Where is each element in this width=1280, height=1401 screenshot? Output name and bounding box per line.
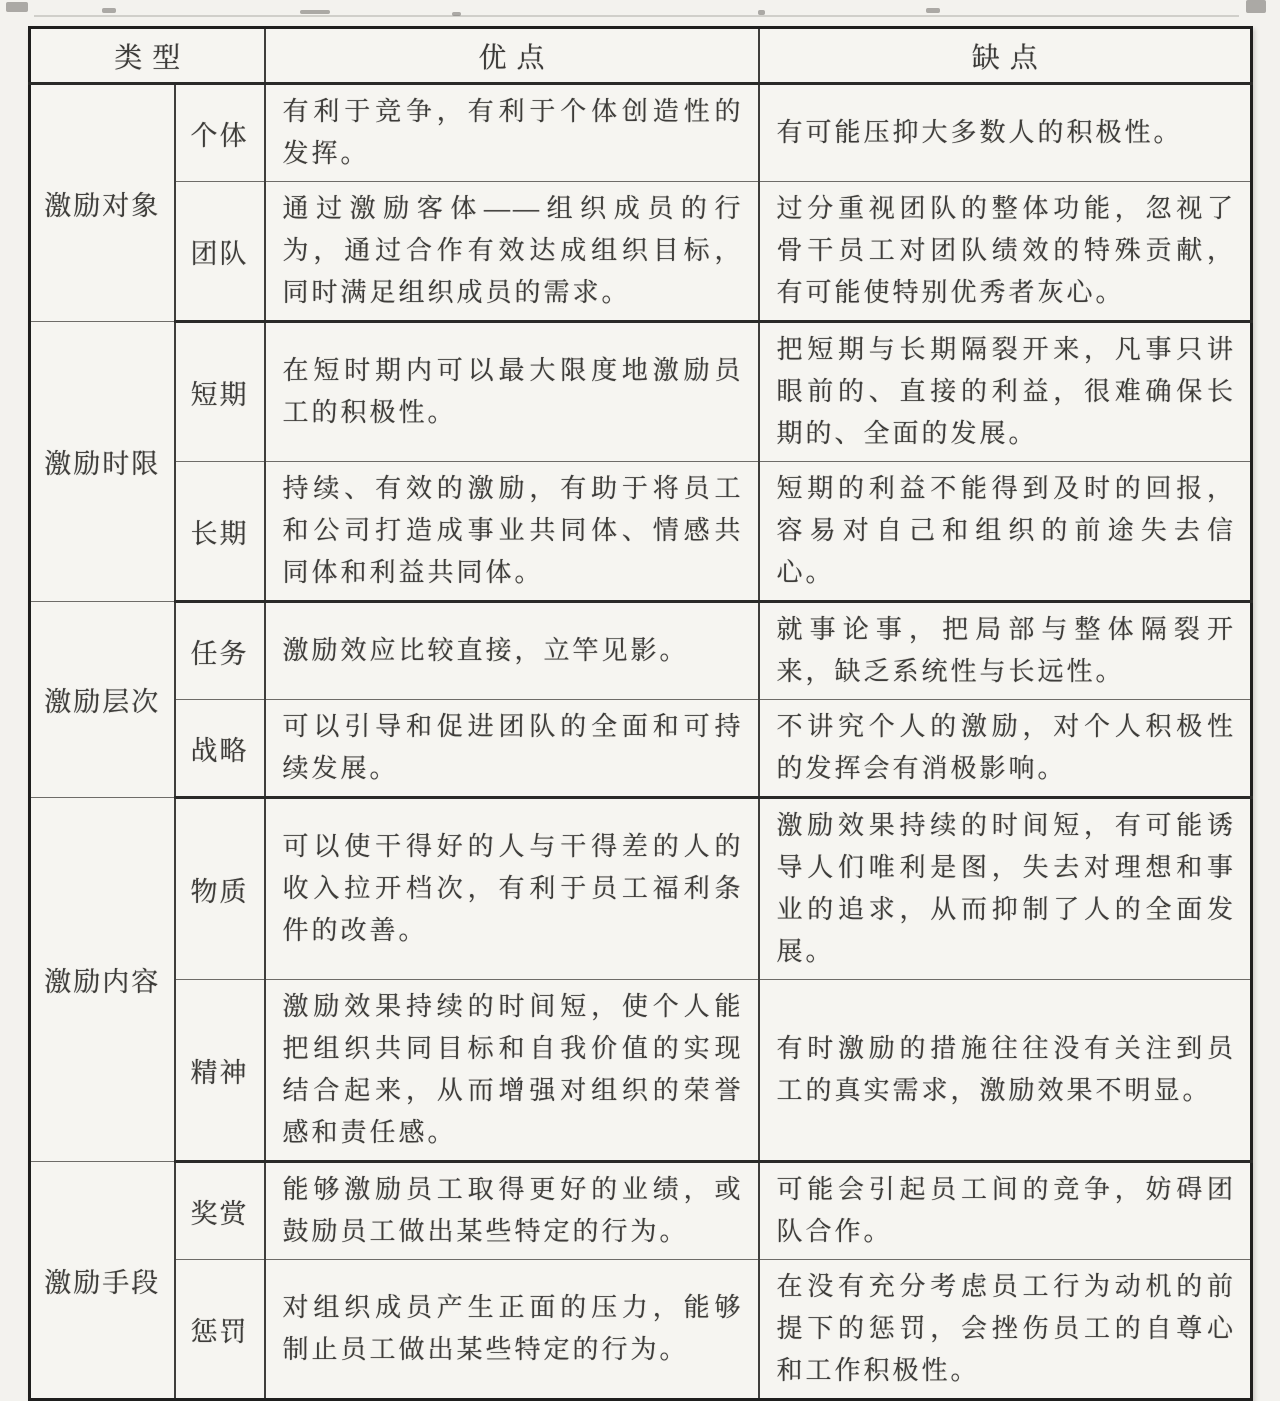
scan-streak bbox=[34, 15, 1239, 17]
pros-cell: 在短时期内可以最大限度地激励员工的积极性。 bbox=[265, 322, 759, 462]
cons-cell: 过分重视团队的整体功能，忽视了骨干员工对团队绩效的特殊贡献，有可能使特别优秀者灰心。 bbox=[759, 182, 1252, 322]
column-header-type: 类型 bbox=[30, 28, 265, 84]
column-header-cons: 缺点 bbox=[759, 28, 1252, 84]
table-row bbox=[30, 602, 1252, 700]
scan-artifact bbox=[758, 10, 765, 15]
table-row bbox=[30, 798, 1252, 980]
cons-cell: 有可能压抑大多数人的积极性。 bbox=[759, 84, 1252, 182]
group-label-target: 激励对象 bbox=[30, 84, 175, 322]
table-row bbox=[30, 322, 1252, 462]
cons-cell: 在没有充分考虑员工行为动机的前提下的惩罚，会挫伤员工的自尊心和工作积极性。 bbox=[759, 1260, 1252, 1400]
cons-cell: 把短期与长期隔裂开来，凡事只讲眼前的、直接的利益，很难确保长期的、全面的发展。 bbox=[759, 322, 1252, 462]
subtype-label: 物质 bbox=[175, 798, 265, 980]
subtype-label: 短期 bbox=[175, 322, 265, 462]
table-row bbox=[30, 1260, 1252, 1400]
pros-cell: 有利于竞争，有利于个体创造性的发挥。 bbox=[265, 84, 759, 182]
scan-artifact bbox=[1246, 0, 1266, 13]
subtype-label: 任务 bbox=[175, 602, 265, 700]
cons-cell: 激励效果持续的时间短，有可能诱导人们唯利是图，失去对理想和事业的追求，从而抑制了人的全面发展。 bbox=[759, 798, 1252, 980]
group-label-content: 激励内容 bbox=[30, 798, 175, 1162]
scan-artifact bbox=[452, 12, 461, 16]
subtype-label: 惩罚 bbox=[175, 1260, 265, 1400]
group-label-level: 激励层次 bbox=[30, 602, 175, 798]
scan-artifact bbox=[6, 2, 28, 12]
incentive-comparison-table bbox=[28, 26, 1253, 1401]
pros-cell: 对组织成员产生正面的压力，能够制止员工做出某些特定的行为。 bbox=[265, 1260, 759, 1400]
pros-cell: 激励效应比较直接，立竿见影。 bbox=[265, 602, 759, 700]
scan-artifact bbox=[926, 8, 940, 13]
subtype-label: 精神 bbox=[175, 980, 265, 1162]
table-row bbox=[30, 980, 1252, 1162]
cons-cell: 不讲究个人的激励，对个人积极性的发挥会有消极影响。 bbox=[759, 700, 1252, 798]
pros-cell: 可以使干得好的人与干得差的人的收入拉开档次，有利于员工福利条件的改善。 bbox=[265, 798, 759, 980]
cons-cell: 可能会引起员工间的竞争，妨碍团队合作。 bbox=[759, 1162, 1252, 1260]
scan-artifact bbox=[300, 10, 330, 14]
scan-artifact bbox=[102, 8, 116, 13]
table-row bbox=[30, 1162, 1252, 1260]
cons-cell: 有时激励的措施往往没有关注到员工的真实需求，激励效果不明显。 bbox=[759, 980, 1252, 1162]
pros-cell: 通过激励客体——组织成员的行为，通过合作有效达成组织目标，同时满足组织成员的需求。 bbox=[265, 182, 759, 322]
table-row bbox=[30, 700, 1252, 798]
group-label-duration: 激励时限 bbox=[30, 322, 175, 602]
subtype-label: 长期 bbox=[175, 462, 265, 602]
pros-cell: 可以引导和促进团队的全面和可持续发展。 bbox=[265, 700, 759, 798]
cons-cell: 就事论事，把局部与整体隔裂开来，缺乏系统性与长远性。 bbox=[759, 602, 1252, 700]
cons-cell: 短期的利益不能得到及时的回报，容易对自己和组织的前途失去信心。 bbox=[759, 462, 1252, 602]
subtype-label: 个体 bbox=[175, 84, 265, 182]
pros-cell: 持续、有效的激励，有助于将员工和公司打造成事业共同体、情感共同体和利益共同体。 bbox=[265, 462, 759, 602]
column-header-pros: 优点 bbox=[265, 28, 759, 84]
table-row bbox=[30, 84, 1252, 182]
subtype-label: 奖赏 bbox=[175, 1162, 265, 1260]
group-label-means: 激励手段 bbox=[30, 1162, 175, 1400]
subtype-label: 团队 bbox=[175, 182, 265, 322]
table-row bbox=[30, 182, 1252, 322]
pros-cell: 激励效果持续的时间短，使个人能把组织共同目标和自我价值的实现结合起来，从而增强对组织的荣誉感和责任感。 bbox=[265, 980, 759, 1162]
subtype-label: 战略 bbox=[175, 700, 265, 798]
pros-cell: 能够激励员工取得更好的业绩，或鼓励员工做出某些特定的行为。 bbox=[265, 1162, 759, 1260]
table-row bbox=[30, 462, 1252, 602]
